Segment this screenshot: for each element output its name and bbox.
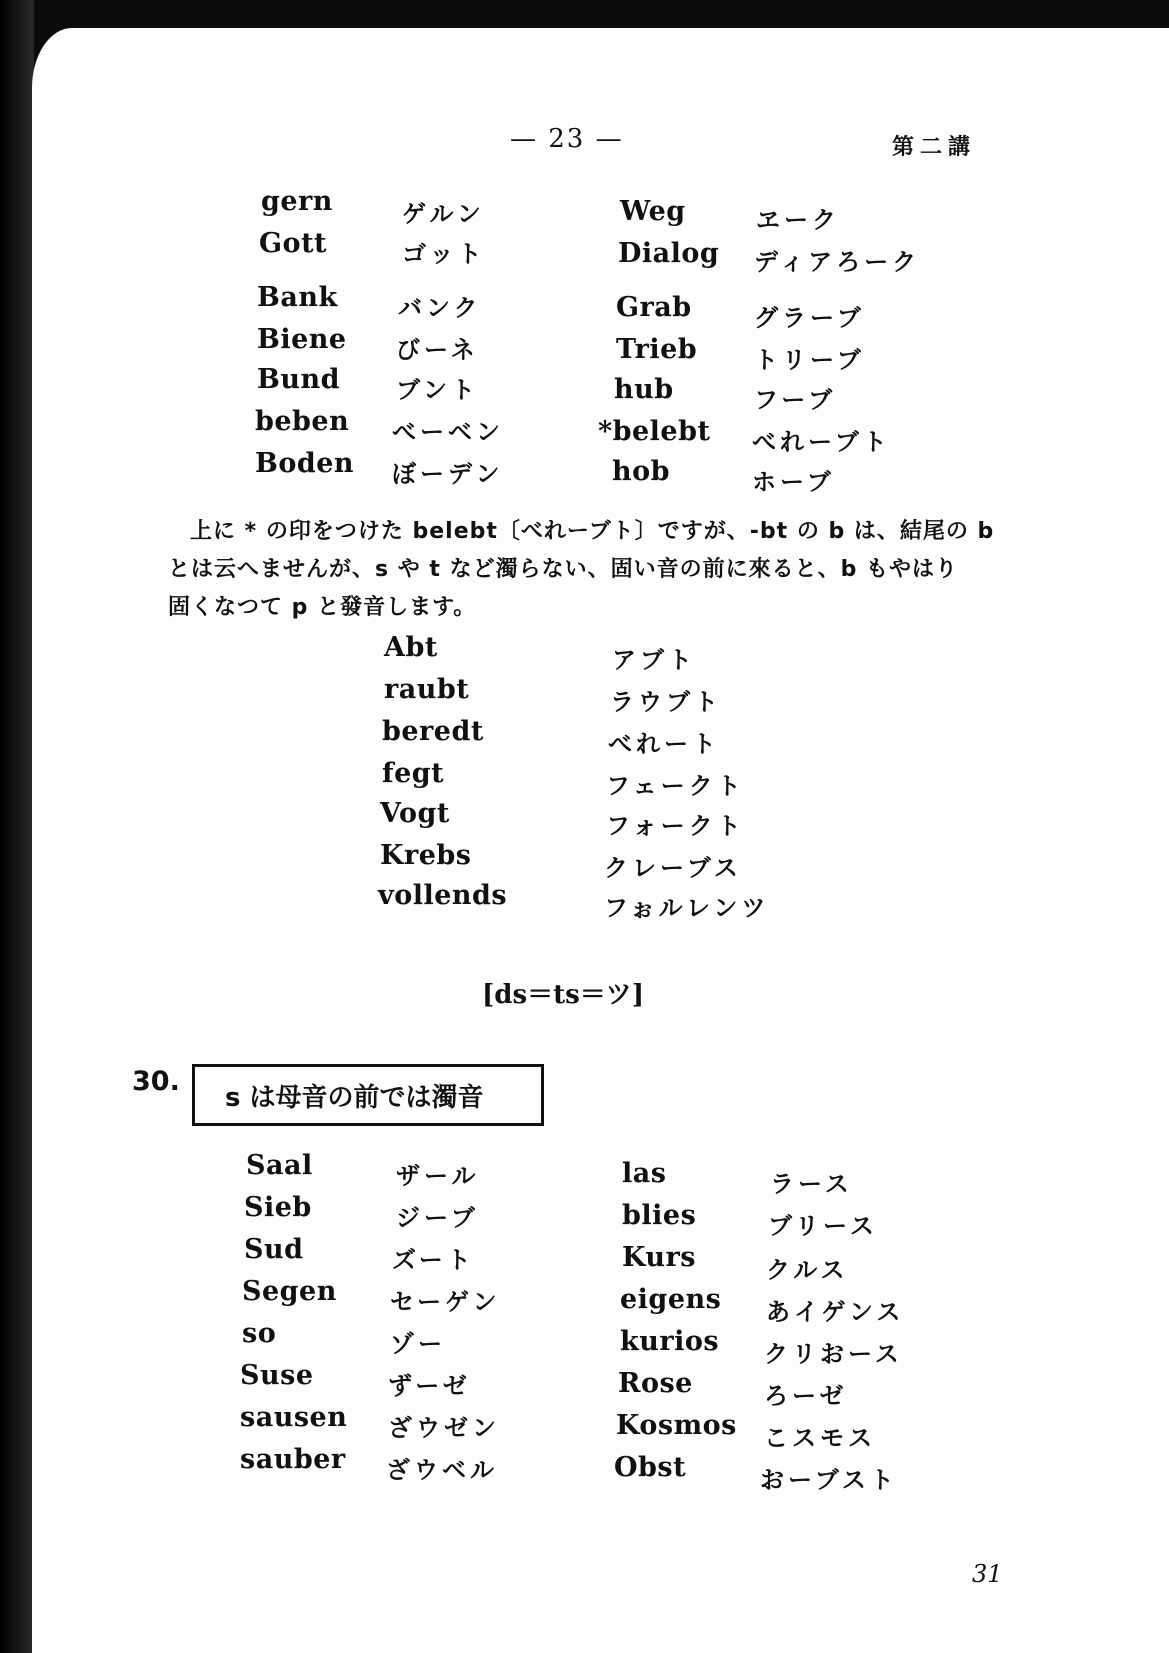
table-row-german: beben	[255, 406, 350, 437]
table-row-katakana: フェークト	[606, 772, 745, 800]
table-row-german: sausen	[240, 1402, 348, 1433]
table-row-katakana: ヱーク	[756, 206, 840, 234]
table-row-german: hub	[614, 374, 674, 405]
table-row-katakana: ディアろーク	[754, 248, 921, 276]
table-row-katakana: フーブ	[754, 386, 837, 414]
table-row-katakana: ゾー	[390, 1330, 446, 1358]
table-row-katakana: ゴット	[402, 240, 486, 268]
section-heading-box	[192, 1064, 544, 1126]
table-row-katakana: びーネ	[396, 336, 479, 364]
table-row-german: Saal	[246, 1150, 313, 1181]
table-row-german: gern	[261, 186, 333, 217]
table-row-katakana: クルス	[766, 1256, 849, 1284]
table-row-katakana: フォークト	[606, 812, 745, 840]
table-row-german: Weg	[620, 196, 686, 227]
table-row-katakana: べれーブト	[752, 428, 891, 456]
table-row-german: Segen	[242, 1276, 337, 1307]
table-row-german: Bund	[257, 364, 340, 395]
section-title: s は母音の前では濁音	[225, 1082, 484, 1113]
table-row-german: Boden	[255, 448, 355, 479]
table-row-german: kurios	[620, 1326, 720, 1357]
table-row-german: las	[622, 1158, 667, 1189]
table-row-katakana: ぼーデン	[392, 460, 504, 488]
paragraph-line: 固くなつて p と發音します。	[168, 595, 477, 620]
table-row-german: so	[242, 1318, 277, 1349]
table-row-katakana: ゲルン	[402, 200, 485, 228]
lecture-title: 第二講	[892, 134, 977, 160]
table-row-katakana: ブント	[396, 376, 480, 404]
table-row-katakana: ざウゼン	[388, 1414, 500, 1442]
table-row-german: beredt	[382, 716, 484, 747]
table-row-german: blies	[622, 1200, 697, 1231]
table-row-katakana: ブリース	[768, 1212, 878, 1240]
table-row-katakana: べれート	[608, 730, 720, 758]
table-row-katakana: バンク	[398, 294, 482, 322]
book-spine-shadow	[0, 0, 34, 1653]
table-row-katakana: おーブスト	[760, 1466, 898, 1494]
table-row-katakana: グラーブ	[754, 304, 865, 332]
table-row-german: vollends	[378, 880, 508, 911]
table-row-katakana: あイゲンス	[766, 1298, 905, 1326]
table-row-katakana: こスモス	[764, 1424, 876, 1452]
table-row-german: Abt	[384, 632, 438, 663]
table-row-katakana: フぉルレンツ	[604, 894, 770, 922]
table-row-german: eigens	[620, 1284, 722, 1315]
table-row-german: Rose	[618, 1368, 693, 1399]
table-row-katakana: クレーブス	[604, 854, 742, 882]
table-row-katakana: ろーゼ	[764, 1382, 848, 1410]
table-row-german: raubt	[384, 674, 470, 705]
table-row-katakana: べーベン	[392, 418, 504, 446]
table-row-german: Kurs	[622, 1242, 696, 1273]
table-row-german: Sud	[244, 1234, 304, 1265]
table-row-katakana: ホーブ	[752, 468, 835, 496]
table-row-german: Vogt	[380, 798, 450, 829]
table-row-katakana: ジーブ	[396, 1204, 479, 1232]
section-number: 30.	[132, 1066, 180, 1097]
table-row-german: Grab	[616, 292, 692, 323]
table-row-german: Dialog	[618, 238, 720, 269]
table-row-katakana: ラウブト	[610, 688, 722, 716]
table-row-katakana: ザール	[396, 1162, 480, 1190]
table-row-german: Obst	[614, 1452, 687, 1483]
table-row-katakana: ざウベル	[386, 1456, 498, 1484]
table-row-german: hob	[612, 456, 671, 487]
table-row-katakana: ズート	[392, 1246, 475, 1274]
table-row-german: Krebs	[380, 840, 472, 871]
table-row-german: Suse	[240, 1360, 314, 1391]
table-row-katakana: ラース	[770, 1170, 853, 1198]
book-page	[32, 28, 1169, 1653]
table-row-german: Biene	[257, 324, 347, 355]
table-row-german: sauber	[240, 1444, 346, 1475]
table-row-katakana: ずーゼ	[388, 1372, 471, 1400]
page-number: — 23 —	[510, 124, 624, 154]
table-row-german: *belebt	[598, 416, 711, 447]
table-row-german: Sieb	[244, 1192, 312, 1223]
paragraph-line: とは云へませんが、s や t など濁らない、固い音の前に來ると、b もやはり	[168, 557, 958, 582]
table-row-german: fegt	[382, 758, 445, 789]
table-row-katakana: クリおース	[764, 1340, 903, 1368]
paragraph-line: 上に * の印をつけた belebt〔べれーブト〕ですが、-bt の b は、結尾の b	[190, 519, 995, 544]
table-row-german: Trieb	[616, 334, 698, 365]
pronunciation-note: [ds＝ts＝ツ]	[482, 980, 645, 1010]
table-row-katakana: アブト	[612, 646, 696, 674]
table-row-katakana: セーゲン	[390, 1288, 501, 1316]
folio-number: 31	[972, 1560, 1003, 1588]
table-row-german: Gott	[259, 228, 328, 259]
table-row-german: Bank	[257, 282, 338, 313]
table-row-katakana: トリーブ	[754, 346, 865, 374]
table-row-german: Kosmos	[616, 1410, 737, 1441]
